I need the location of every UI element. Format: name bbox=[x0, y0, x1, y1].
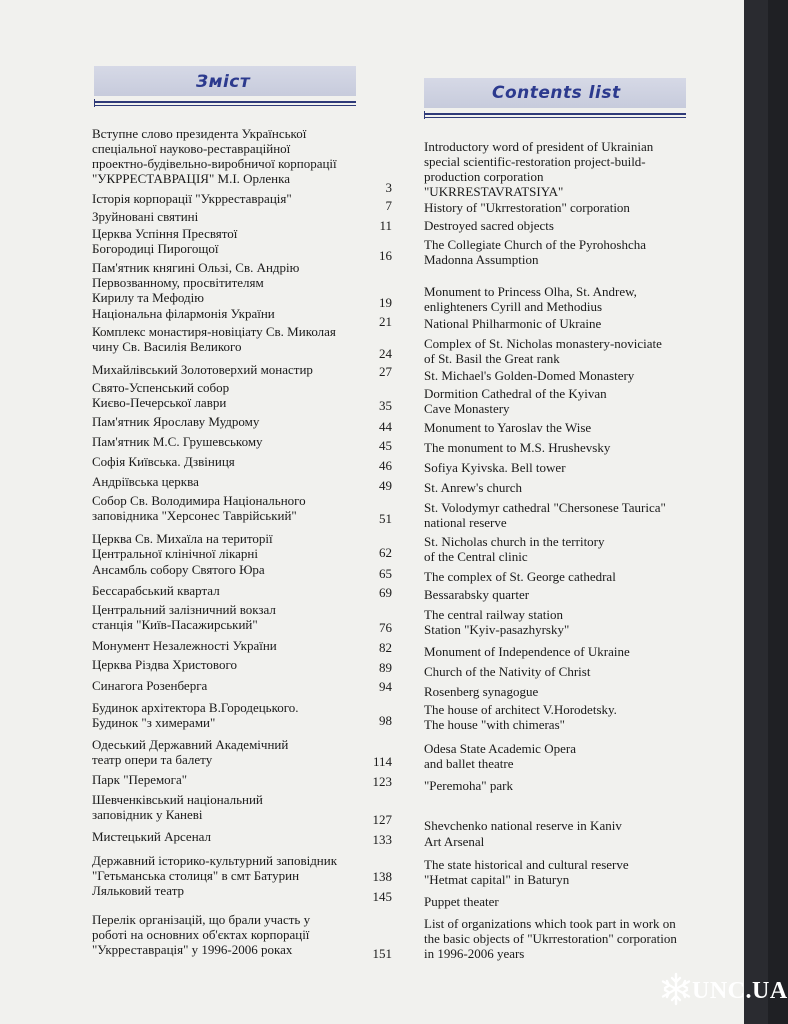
en-heading-rule bbox=[424, 113, 686, 115]
toc-page-number: 11 bbox=[379, 218, 392, 233]
toc-page-number: 7 bbox=[385, 198, 392, 213]
toc-entry-ua: Пам'ятник княгині Ользі, Св. Андрію Первозванному, просвітителям Кирилу та Мефодію bbox=[92, 260, 300, 305]
toc-entry-en: Art Arsenal bbox=[424, 834, 485, 849]
toc-entry-en: Complex of St. Nicholas monastery-noviciate of St. Basil the Great rank bbox=[424, 336, 662, 366]
toc-page-number: 94 bbox=[379, 679, 392, 694]
toc-page-number: 114 bbox=[372, 754, 392, 769]
toc-entry-en: Church of the Nativity of Christ bbox=[424, 664, 591, 679]
toc-page-number: 89 bbox=[379, 660, 392, 675]
toc-entry-ua: Вступне слово президента Української спеціальної науково-реставраційної проектно-будівельно-виробничої корпорації "УКРРЕСТАВРАЦІЯ" М.І. Орленка bbox=[92, 126, 337, 186]
toc-entry-en: Bessarabsky quarter bbox=[424, 587, 530, 602]
toc-page-number: 127 bbox=[372, 812, 392, 827]
toc-entry-en: "Peremoha" park bbox=[424, 778, 513, 793]
toc-entry-en: History of "Ukrrestoration" corporation bbox=[424, 200, 630, 215]
toc-entry-en: List of organizations which took part in work on the basic objects of "Ukrrestoration" corporation in 1996-2006 years bbox=[424, 916, 677, 961]
toc-entry-ua: Андріївська церква bbox=[92, 474, 199, 489]
toc-entry-ua: Пам'ятник М.С. Грушевському bbox=[92, 434, 263, 449]
watermark-text: UNC.UA bbox=[692, 978, 788, 1004]
toc-page-number: 46 bbox=[379, 458, 392, 473]
toc-entry-en: National Philharmonic of Ukraine bbox=[424, 316, 602, 331]
toc-entry-en: Rosenberg synagogue bbox=[424, 684, 539, 699]
toc-page-number: 145 bbox=[372, 889, 392, 904]
toc-page-number: 138 bbox=[372, 869, 392, 884]
toc-page-number: 62 bbox=[379, 545, 392, 560]
toc-page-number: 82 bbox=[379, 640, 392, 655]
toc-entry-en: St. Nicholas church in the territory of the Central clinic bbox=[424, 534, 605, 564]
toc-page-number: 76 bbox=[379, 620, 392, 635]
toc-entry-ua: Зруйновані святині bbox=[92, 209, 199, 224]
toc-entry-en: The Collegiate Church of the Pyrohoshcha Madonna Assumption bbox=[424, 237, 647, 267]
ua-rule-tick bbox=[94, 99, 95, 107]
toc-entry-ua: Центральний залізничний вокзал станція "Київ-Пасажирський" bbox=[92, 602, 276, 632]
toc-page-number: 98 bbox=[379, 713, 392, 728]
toc-page-number: 21 bbox=[379, 314, 392, 329]
toc-entry-ua: Синагога Розенберга bbox=[92, 678, 208, 693]
toc-entry-en: The state historical and cultural reserve "Hetmat capital" in Baturyn bbox=[424, 857, 629, 887]
toc-entry-en: The central railway station Station "Kyiv-pasazhyrsky" bbox=[424, 607, 570, 637]
toc-entry-en: The house of architect V.Horodetsky. The house "with chimeras" bbox=[424, 702, 617, 732]
toc-entry-ua: Ляльковий театр bbox=[92, 883, 185, 898]
toc-page-number: 19 bbox=[379, 295, 392, 310]
ua-heading-rule bbox=[94, 101, 356, 103]
toc-entry-ua: Мистецький Арсенал bbox=[92, 829, 212, 844]
toc-entry-en: The monument to M.S. Hrushevsky bbox=[424, 440, 611, 455]
toc-entry-en: Sofiya Kyivska. Bell tower bbox=[424, 460, 566, 475]
toc-entry-ua: Національна філармонія України bbox=[92, 306, 275, 321]
toc-entry-en: St. Volodymyr cathedral "Chersonese Taurica" national reserve bbox=[424, 500, 666, 530]
toc-page-number: 51 bbox=[379, 511, 392, 526]
toc-page-number: 123 bbox=[372, 774, 392, 789]
en-rule-tick bbox=[424, 111, 425, 119]
toc-entry-ua: Комплекс монастиря-новіціату Св. Миколая чину Св. Василія Великого bbox=[92, 324, 336, 354]
page-edge bbox=[744, 0, 768, 1024]
toc-entry-en: St. Michael's Golden-Domed Monastery bbox=[424, 368, 635, 383]
toc-entry-ua: Шевченківський національний заповідник у Каневі bbox=[92, 792, 263, 822]
toc-entry-en: St. Anrew's church bbox=[424, 480, 523, 495]
toc-page-number: 65 bbox=[379, 566, 392, 581]
toc-page-number: 49 bbox=[379, 478, 392, 493]
toc-page-number: 44 bbox=[379, 419, 392, 434]
toc-page-number: 24 bbox=[379, 346, 392, 361]
toc-entry-ua: Одеський Державний Академічний театр опери та балету bbox=[92, 737, 289, 767]
toc-entry-ua: Церква Успіння Пресвятої Богородиці Пирогощої bbox=[92, 226, 238, 256]
toc-entry-ua: Пам'ятник Ярославу Мудрому bbox=[92, 414, 260, 429]
toc-entry-ua: Михайлівський Золотоверхий монастир bbox=[92, 362, 313, 377]
toc-entry-en: Destroyed sacred objects bbox=[424, 218, 554, 233]
toc-entry-en: The complex of St. George cathedral bbox=[424, 569, 616, 584]
toc-page-number: 16 bbox=[379, 248, 392, 263]
toc-entry-en: Puppet theater bbox=[424, 894, 499, 909]
toc-entry-en: Monument of Independence of Ukraine bbox=[424, 644, 630, 659]
en-heading: Contents list bbox=[492, 83, 621, 103]
toc-entry-ua: Собор Св. Володимира Національного заповідника "Херсонес Таврійський" bbox=[92, 493, 306, 523]
en-heading-rule-thin bbox=[424, 117, 686, 118]
toc-entry-ua: Ансамбль собору Святого Юра bbox=[92, 562, 265, 577]
toc-entry-ua: Перелік організацій, що брали участь у роботі на основних об'єктах корпорації "Укрреставрація" у 1996-2006 роках bbox=[92, 912, 311, 957]
toc-entry-ua: Державний історико-культурний заповідник "Гетьманська столиця" в смт Батурин bbox=[92, 853, 338, 883]
toc-page-number: 45 bbox=[379, 438, 392, 453]
toc-entry-en: Introductory word of president of Ukrainian special scientific-restoration project-build- production corporation "UKRRESTAVRATSIYA" bbox=[424, 139, 654, 199]
toc-entry-ua: Церква Св. Михаїла на території Центральної клінічної лікарні bbox=[92, 531, 273, 561]
toc-entry-ua: Історія корпорації "Укрреставрація" bbox=[92, 191, 292, 206]
toc-entry-ua: Парк "Перемога" bbox=[92, 772, 188, 787]
ua-heading-rule-thin bbox=[94, 105, 356, 106]
toc-entry-en: Monument to Yaroslav the Wise bbox=[424, 420, 592, 435]
toc-entry-en: Monument to Princess Olha, St. Andrew, enlighteners Cyrill and Methodius bbox=[424, 284, 637, 314]
toc-entry-ua: Бессарабський квартал bbox=[92, 583, 220, 598]
toc-page-number: 69 bbox=[379, 585, 392, 600]
toc-entry-en: Odesa State Academic Opera and ballet theatre bbox=[424, 741, 576, 771]
toc-entry-ua: Будинок архітектора В.Городецького. Будинок "з химерами" bbox=[92, 700, 299, 730]
toc-entry-ua: Софія Київська. Дзвіниця bbox=[92, 454, 235, 469]
toc-page-number: 3 bbox=[385, 180, 392, 195]
toc-entry-ua: Церква Різдва Христового bbox=[92, 657, 237, 672]
toc-page-number: 35 bbox=[379, 398, 392, 413]
toc-entry-en: Dormition Cathedral of the Kyivan Cave Monastery bbox=[424, 386, 607, 416]
ua-heading: Зміст bbox=[196, 72, 251, 92]
toc-page-number: 151 bbox=[372, 946, 392, 961]
toc-entry-ua: Монумент Незалежності України bbox=[92, 638, 277, 653]
toc-page-number: 133 bbox=[372, 832, 392, 847]
toc-entry-ua: Свято-Успенський собор Києво-Печерської лаври bbox=[92, 380, 230, 410]
toc-entry-en: Shevchenko national reserve in Kaniv bbox=[424, 818, 622, 833]
toc-page-number: 27 bbox=[379, 364, 392, 379]
